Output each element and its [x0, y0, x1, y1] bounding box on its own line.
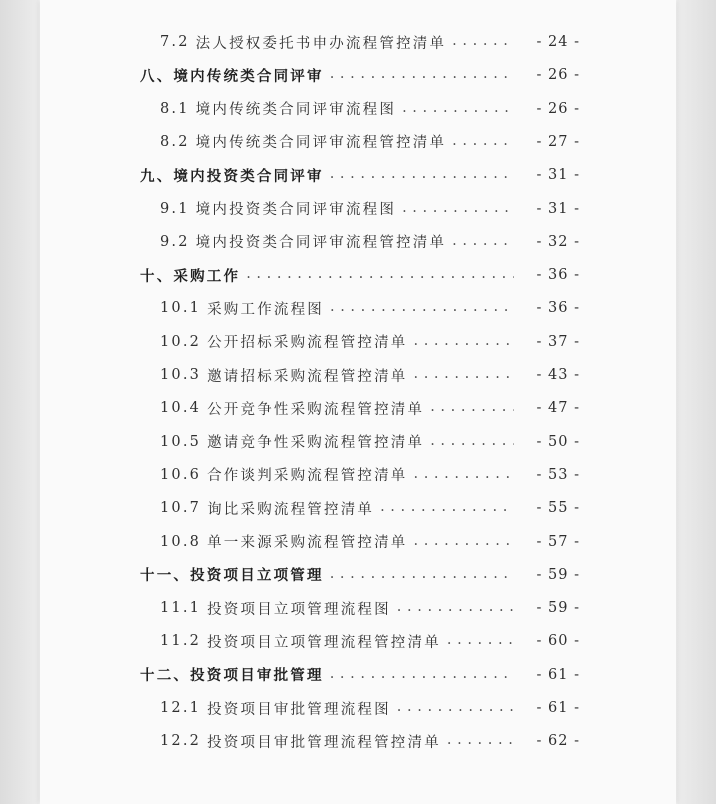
- toc-dot-leader: [414, 463, 515, 487]
- toc-page-number: - 57 -: [536, 533, 580, 550]
- toc-section-entry[interactable]: [160, 463, 580, 487]
- toc-dot-leader: [330, 63, 514, 87]
- toc-dot-leader: [397, 696, 514, 720]
- toc-entry-number: 10.3: [160, 367, 202, 383]
- toc-section-entry[interactable]: [160, 729, 580, 753]
- toc-section-entry[interactable]: [160, 130, 580, 154]
- toc-dot-leader: [452, 30, 514, 54]
- toc-entry-number: 10.4: [160, 400, 202, 417]
- toc-entry-title: 十二、投资项目审批管理: [140, 667, 324, 685]
- toc-dot-leader: [397, 596, 514, 620]
- toc-page-number: - 59 -: [536, 600, 580, 617]
- toc-entry-title: 投资项目立项管理流程图: [207, 601, 391, 618]
- toc-entry-number: 10.8: [160, 533, 202, 550]
- toc-entry-number: 10.7: [160, 500, 202, 517]
- toc-entry-title: 投资项目审批管理流程管控清单: [207, 734, 441, 751]
- toc-section-entry[interactable]: [160, 330, 580, 354]
- toc-section-entry[interactable]: [160, 696, 580, 720]
- toc-section-entry[interactable]: [160, 629, 580, 653]
- toc-dot-leader: [447, 729, 514, 753]
- toc-page-number: - 43 -: [536, 367, 580, 383]
- toc-entry-number: 10.1: [160, 300, 202, 317]
- toc-entry-title: 境内传统类合同评审流程图: [195, 102, 397, 119]
- toc-dot-leader: [452, 230, 514, 254]
- toc-page-number: - 31 -: [536, 200, 580, 217]
- toc-entry-title: 公开招标采购流程管控清单: [207, 335, 408, 352]
- toc-entry-title: 投资项目审批管理流程图: [207, 701, 391, 718]
- toc-entry-number: 7.2: [160, 34, 190, 50]
- toc-entry-title: 邀请招标采购流程管控清单: [207, 368, 408, 385]
- toc-page-number: - 26 -: [536, 67, 580, 84]
- toc-entry-title: 投资项目立项管理流程管控清单: [207, 634, 441, 651]
- toc-entry-title: 九、境内投资类合同评审: [140, 167, 324, 185]
- toc-page-number: - 62 -: [536, 733, 580, 750]
- toc-entry-title: 八、境内传统类合同评审: [140, 67, 324, 85]
- toc-entry-title: 合作谈判采购流程管控清单: [207, 468, 408, 485]
- toc-page-number: - 61 -: [536, 700, 580, 716]
- toc-page-number: - 26 -: [536, 100, 580, 117]
- toc-entry-title: 公开竞争性采购流程管控清单: [207, 401, 425, 418]
- toc-entry-number: 11.2: [160, 633, 202, 650]
- toc-entry-title: 单一来源采购流程管控清单: [207, 535, 408, 551]
- toc-dot-leader: [430, 396, 514, 420]
- toc-entry-title: 邀请竞争性采购流程管控清单: [207, 435, 425, 452]
- toc-entry-number: 10.5: [160, 433, 202, 450]
- toc-entry-title: 十一、投资项目立项管理: [140, 567, 324, 585]
- toc-entry-title: 采购工作流程图: [207, 301, 324, 318]
- toc-dot-leader: [452, 130, 514, 154]
- toc-entry-title: 法人授权委托书申办流程管控清单: [195, 35, 447, 52]
- toc-page-number: - 36 -: [536, 267, 580, 284]
- toc-page-number: - 59 -: [536, 566, 580, 583]
- toc-dot-leader: [330, 563, 514, 587]
- toc-section-entry[interactable]: [160, 496, 580, 520]
- toc-page-number: - 60 -: [536, 633, 580, 650]
- toc-entry-number: 11.1: [160, 600, 202, 617]
- toc-section-entry[interactable]: [160, 97, 580, 121]
- toc-section-entry[interactable]: [160, 430, 580, 454]
- toc-page-number: - 53 -: [536, 466, 580, 483]
- toc-page-number: - 36 -: [536, 300, 580, 317]
- toc-chapter-entry[interactable]: [140, 663, 580, 687]
- toc-page-number: - 24 -: [536, 34, 580, 50]
- toc-page-number: - 31 -: [536, 167, 580, 184]
- toc-section-entry[interactable]: [160, 230, 580, 254]
- toc-entry-number: 8.2: [160, 133, 190, 150]
- toc-page-number: - 55 -: [536, 500, 580, 517]
- toc-section-entry[interactable]: [160, 396, 580, 420]
- toc-entry-number: 10.6: [160, 466, 202, 483]
- toc-page-number: - 32 -: [536, 233, 580, 250]
- toc-chapter-entry[interactable]: [140, 163, 580, 187]
- toc-dot-leader: [414, 330, 515, 354]
- toc-dot-leader: [246, 263, 514, 287]
- toc-entry-title: 十、采购工作: [140, 267, 241, 285]
- toc-dot-leader: [330, 296, 514, 320]
- toc-dot-leader: [402, 197, 514, 221]
- toc-chapter-entry[interactable]: [140, 63, 580, 87]
- toc-entry-number: 9.2: [160, 233, 190, 250]
- toc-page-number: - 47 -: [536, 400, 580, 417]
- toc-section-entry[interactable]: [160, 596, 580, 620]
- toc-dot-leader: [414, 530, 515, 554]
- toc-entry-number: 8.1: [160, 100, 190, 117]
- toc-section-entry[interactable]: [160, 363, 580, 387]
- toc-page-number: - 50 -: [536, 433, 580, 450]
- toc-dot-leader: [430, 430, 514, 454]
- toc-page-number: - 37 -: [536, 333, 580, 350]
- toc-dot-leader: [402, 97, 514, 121]
- toc-chapter-entry[interactable]: [140, 563, 580, 587]
- toc-entry-number: 9.1: [160, 200, 190, 217]
- toc-chapter-entry[interactable]: [140, 263, 580, 287]
- toc-section-entry[interactable]: [160, 530, 580, 554]
- toc-section-entry[interactable]: [160, 197, 580, 221]
- toc-dot-leader: [330, 163, 514, 187]
- toc-dot-leader: [380, 496, 514, 520]
- toc-dot-leader: [414, 363, 515, 387]
- toc-page-number: - 61 -: [536, 666, 580, 683]
- toc-entry-title: 境内投资类合同评审流程管控清单: [195, 235, 447, 252]
- toc-entry-number: 12.1: [160, 700, 202, 716]
- toc-entry-title: 询比采购流程管控清单: [207, 501, 375, 518]
- toc-entry-number: 10.2: [160, 333, 202, 350]
- toc-section-entry[interactable]: [160, 30, 580, 54]
- toc-entry-title: 境内传统类合同评审流程管控清单: [195, 135, 447, 152]
- toc-dot-leader: [330, 663, 514, 687]
- toc-entry-number: 12.2: [160, 733, 202, 750]
- toc-dot-leader: [447, 629, 514, 653]
- toc-entry-title: 境内投资类合同评审流程图: [195, 202, 397, 218]
- toc-page-number: - 27 -: [536, 133, 580, 150]
- toc-section-entry[interactable]: [160, 296, 580, 320]
